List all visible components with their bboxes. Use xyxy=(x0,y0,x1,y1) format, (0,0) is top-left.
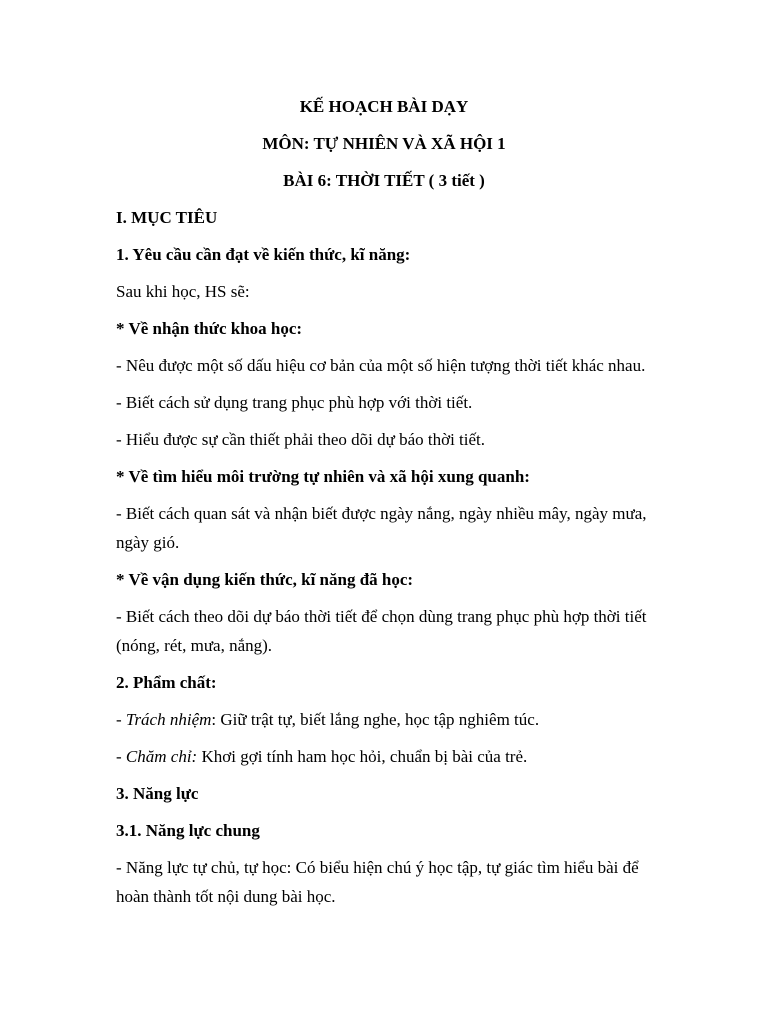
subheading-pham-chat: 2. Phẩm chất: xyxy=(116,673,217,692)
pham-chat-trach-nhiem xyxy=(116,705,656,734)
list-item: - Hiểu được sự cần thiết phải theo dõi dự báo thời tiết. xyxy=(116,430,486,449)
item-label-italic: Chăm chỉ: xyxy=(125,747,198,766)
title-line-2: MÔN: TỰ NHIÊN VÀ XÃ HỘI 1 xyxy=(262,134,506,153)
subheading-yeu-cau: 1. Yêu cầu cần đạt về kiến thức, kĩ năng: xyxy=(116,245,411,264)
document-body xyxy=(116,92,656,919)
list-item: - Biết cách theo dõi dự báo thời tiết để chọn dùng trang phục phù hợp thời tiết (nóng, rét, mưa, nắng). xyxy=(116,607,647,655)
title-line-3: BÀI 6: THỜI TIẾT ( 3 tiết ) xyxy=(283,171,485,190)
item-prefix: - xyxy=(116,747,126,766)
item-label-italic: Trách nhiệm xyxy=(125,710,212,729)
list-item: - Nêu được một số dấu hiệu cơ bản của một số hiện tượng thời tiết khác nhau. xyxy=(116,356,646,375)
item-text: : Giữ trật tự, biết lắng nghe, học tập nghiêm túc. xyxy=(211,710,540,729)
list-item: - Năng lực tự chủ, tự học: Có biểu hiện chú ý học tập, tự giác tìm hiểu bài để hoàn thành tốt nội dung bài học. xyxy=(116,858,639,906)
heading-van-dung: * Về vận dụng kiến thức, kĩ năng đã học: xyxy=(116,570,414,589)
list-item: - Biết cách sử dụng trang phục phù hợp với thời tiết. xyxy=(116,393,473,412)
intro-paragraph: Sau khi học, HS sẽ: xyxy=(116,282,250,301)
title-line-1: KẾ HOẠCH BÀI DẠY xyxy=(299,97,469,116)
heading-tim-hieu: * Về tìm hiểu môi trường tự nhiên và xã hội xung quanh: xyxy=(116,467,530,486)
item-text: Khơi gợi tính ham học hỏi, chuẩn bị bài của trẻ. xyxy=(197,747,528,766)
subheading-nang-luc: 3. Năng lực xyxy=(116,784,199,803)
list-item: - Biết cách quan sát và nhận biết được ngày nắng, ngày nhiều mây, ngày mưa, ngày gió. xyxy=(116,504,647,552)
heading-nhan-thuc: * Về nhận thức khoa học: xyxy=(116,319,303,338)
section-heading-muc-tieu: I. MỤC TIÊU xyxy=(116,208,218,227)
pham-chat-cham-chi xyxy=(116,742,656,771)
item-prefix: - xyxy=(116,710,126,729)
subheading-nang-luc-chung: 3.1. Năng lực chung xyxy=(116,821,260,840)
